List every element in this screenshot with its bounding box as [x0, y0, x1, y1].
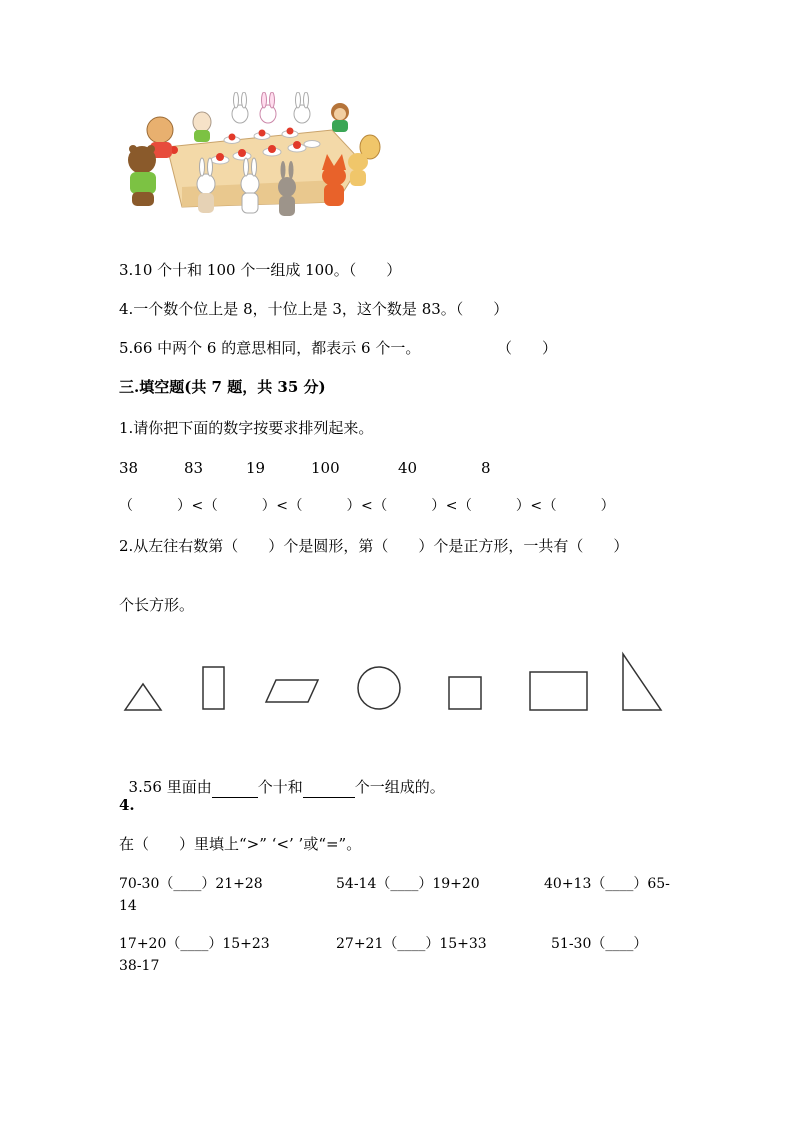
fill-question-2-line2: 个长方形。 [119, 596, 195, 614]
fill-question-4-instruction: 在（ ）里填上“>” ‘<’ ’或“=”。 [119, 835, 362, 853]
fill-question-2-line1: 2.从左往右数第（ ）个是圆形，第（ ）个是正方形，一共有（ ） [119, 537, 629, 555]
right-triangle-icon [623, 654, 661, 710]
number-item: 19 [246, 459, 266, 477]
compare-item-continued: 14 [119, 898, 137, 914]
judge-question-5-answer[interactable]: （ ） [497, 339, 558, 357]
section-title: 三.填空题(共 7 题，共 35 分) [119, 378, 326, 396]
ones-blank[interactable] [303, 777, 355, 798]
compare-item[interactable]: 17+20（____）15+23 [119, 936, 270, 952]
compare-item[interactable]: 51-30（____） [551, 936, 648, 952]
compare-item-continued: 38-17 [119, 958, 160, 974]
number-item: 40 [398, 459, 418, 477]
shapes-row [118, 650, 678, 720]
fill-question-3 [119, 757, 445, 798]
triangle-icon [125, 684, 161, 710]
fill-question-4-number: 4. [119, 796, 135, 814]
judge-question-4: 4.一个数个位上是 8，十位上是 3，这个数是 83。（ ） [119, 300, 509, 318]
number-item: 100 [311, 459, 340, 477]
rectangle-icon [203, 667, 224, 709]
tens-blank[interactable] [212, 777, 258, 798]
judge-question-3: 3.10 个十和 100 个一组成 100。（ ） [119, 261, 402, 279]
parallelogram-icon [266, 680, 318, 702]
fill-question-3-after: 个一组成的。 [354, 778, 445, 796]
compare-item[interactable]: 27+21（____）15+33 [336, 936, 487, 952]
compare-item[interactable]: 54-14（____）19+20 [336, 876, 480, 892]
compare-item[interactable]: 70-30（____）21+28 [119, 876, 263, 892]
number-item: 8 [481, 459, 491, 477]
order-answer-row[interactable]: （ ）<（ ）<（ ）<（ ）<（ ）<（ ） [119, 498, 616, 514]
number-item: 83 [184, 459, 204, 477]
circle-icon [358, 667, 400, 709]
compare-item[interactable]: 40+13（____）65- [544, 876, 670, 892]
animals-party-illustration [122, 92, 384, 222]
number-item: 38 [119, 459, 139, 477]
square-icon [449, 677, 481, 709]
rectangle-icon [530, 672, 587, 710]
judge-question-5: 5.66 中两个 6 的意思相同，都表示 6 个一。 [119, 339, 421, 357]
fill-question-3-middle: 个十和 [257, 778, 303, 796]
fill-question-1-prompt: 1.请你把下面的数字按要求排列起来。 [119, 419, 374, 437]
fill-question-3-before: 3.56 里面由 [128, 778, 212, 796]
